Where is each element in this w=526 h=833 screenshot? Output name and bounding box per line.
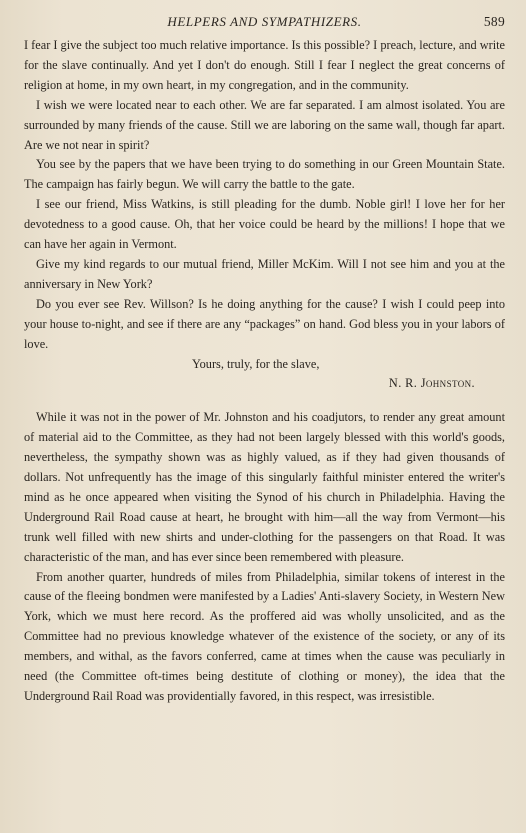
page-number: 589 — [483, 14, 505, 29]
letter-section — [24, 36, 505, 394]
narrative-paragraph: From another quarter, hundreds of miles from Philadelphia, similar tokens of interest in the cause of the fleeing bondmen were manifested by a Ladies' Anti-slavery Society, in Western New York, which we must here record. As the proffered aid was wholly unsolicited, and as the Committee had no previous knowledge whatever of the existence of the society, or any of its members, and withal, as the favors conferred, came at times when the cause was peculiarly in need (the Committee oft-times being destitute of clothing or money), the idea that the Underground Rail Road was providentially favored, in this respect, was irresistible. — [24, 569, 505, 703]
letter-paragraph: I fear I give the subject too much relative importance. Is this possible? I preach, lecture, and write for the slave continually. And yet I don't do enough. Still I fear I neglect the great concerns of religion at home, in my own heart, in my congregation, and in the community. — [24, 38, 505, 92]
narrative-paragraph: While it was not in the power of Mr. Johnston and his coadjutors, to render any great amount of material aid to the Committee, as they had not been largely blessed with this world's goods, nevertheless, the sympathy shown was as highly valued, as if they had given thousands of dollars. Not unfrequently has the image of this singularly faithful minister entered the writer's mind as he once appeared when visiting the Synod of his church in Philadelphia. Having the Underground Rail Road cause at heart, he brought with him—all the way from Vermont—his trunk well filled with new shirts and under-clothing for the passengers on that Road. It was characteristic of the man, and has ever since been remembered with pleasure. — [24, 410, 505, 564]
letter-paragraph: You see by the papers that we have been trying to do something in our Green Mountain State. The campaign has fairly begun. We will carry the battle to the gate. — [24, 157, 505, 192]
letter-paragraph: Give my kind regards to our mutual friend, Miller McKim. Will I not see him and you at the anniversary in New York? — [24, 256, 505, 291]
page-header — [24, 14, 505, 36]
letter-paragraph: I see our friend, Miss Watkins, is still pleading for the dumb. Noble girl! I love her for her devotedness to a good cause. Oh, that her voice could be heard by the millions! I hope that we can have her again in Vermont. — [24, 197, 505, 252]
letter-paragraph: I wish we were located near to each other. We are far separated. I am almost isolated. You are surrounded by many friends of the cause. Still we are laboring on the same wall, though far apart. Are we not near in spirit? — [24, 97, 505, 152]
letter-paragraph: Do you ever see Rev. Willson? Is he doing anything for the cause? I wish I could peep into your house to-night, and see if there are any “packages” on hand. God bless you in your labors of love. — [24, 296, 505, 351]
letter-closing: Yours, truly, for the slave, — [192, 356, 320, 371]
page-body — [24, 36, 505, 707]
letter-signature: N. R. Johnston. — [388, 376, 475, 391]
running-head: HELPERS AND SYMPATHIZERS. — [167, 14, 362, 29]
narrative-section — [24, 408, 505, 707]
